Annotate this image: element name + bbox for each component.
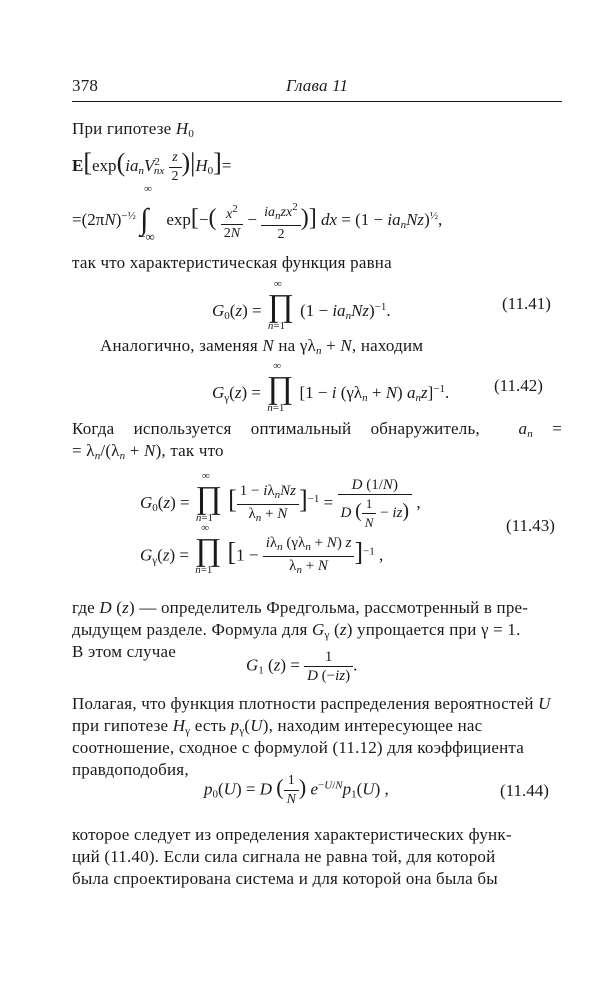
equation-g1: $G_1$ (z) = $\frac{1}{D (-iz)}$ . [246,649,358,684]
equation-number-11-42: (11.42) [494,376,543,395]
equation-11-43-b: $G_\gamma(z)$ = ∏ ∞ n=1 [1 − $\frac{i\lambda_n (\gamma\lambda_n + N) z}{\lambda_n + N}$ ]$^{-1}$ , [140,522,384,577]
header-rule [72,101,562,102]
equation-11-42: $G_\gamma(z)$ = ∏ ∞ n=1 [1 − i $(\gamma\lambda_n + N)$ $a_nz]^{-1}$. [212,360,450,414]
page-number: 378 [72,76,99,95]
text-line-assume-4: правдоподобия, [72,760,189,779]
equation-number-11-44: (11.44) [500,781,549,800]
text-line-final-2: ций (11.40). Если сила сигнала не равна той, для которой [72,847,496,866]
equation-number-11-41: (11.41) [502,294,551,313]
text-line-assume-1: Полагая, что функция плотности распределения вероятностей U [72,694,551,713]
text-line-intro: При гипотезе $H_0$ [72,119,195,140]
text-line-when-1: Когда используется оптимальный обнаружитель, $a_n$ = [72,419,562,440]
equation-number-11-43: (11.43) [506,516,555,535]
text-line-assume-3: соотношение, сходное с формулой (11.12) для коэффициента [72,738,524,757]
equation-integral: $=(2\pi N)^{-\frac{1}{2}}$ ∫ ∞ −∞ exp[−( $\frac{x^2}{2N}$ − $\frac{ia_nzx^2}{2}$ )] dx = $(1 - ia_nNz)^{\frac{1}{2}}$, [72,182,443,244]
text-line-final-1: которое следует из определения характеристических функ- [72,825,512,844]
equation-11-44: $p_0(U) = D$ ( $\frac{1}{N}$ ) $e^{-U/N}p_1(U)$ , [204,773,389,807]
equation-expectation: $E[\exp(ia_nV^2_{nx}$ $\frac{z}{2}$ )$|H_0]=$ [72,148,232,184]
text-line-where-2: дыдущем разделе. Формула для $G_\gamma$ (z) упрощается при γ = 1. [72,620,521,641]
text-line-charfn: так что характеристическая функция равна [72,253,392,272]
text-line-assume-2: при гипотезе $H_\gamma$ есть $p_\gamma(U)$, находим интересующее нас [72,716,483,737]
equation-11-41: $G_0(z)$ = ∏ ∞ n=1 $(1 - ia_nNz)^{-1}$. [212,278,391,332]
text-line-analog: Аналогично, заменяя N на $\gamma\lambda_n + N$, находим [100,336,424,357]
text-line-when-2: = $\lambda_n/(\lambda_n + N)$, так что [72,441,224,462]
text-line-final-3: была спроектирована система и для которой она была бы [72,869,498,888]
chapter-title: Глава 11 [286,76,349,95]
text-line-where-3: В этом случае [72,642,177,661]
text-line-where-1: где D (z) — определитель Фредгольма, рассмотренный в пре- [72,598,529,617]
equation-11-43-a: $G_0(z)$ = ∏ ∞ n=1 [ $\frac{1 - i\lambda_nNz}{\lambda_n + N}$ ]$^{-1}$ = D (1/N) D ( $\frac{1}{N}$ − iz) , [140,469,421,530]
